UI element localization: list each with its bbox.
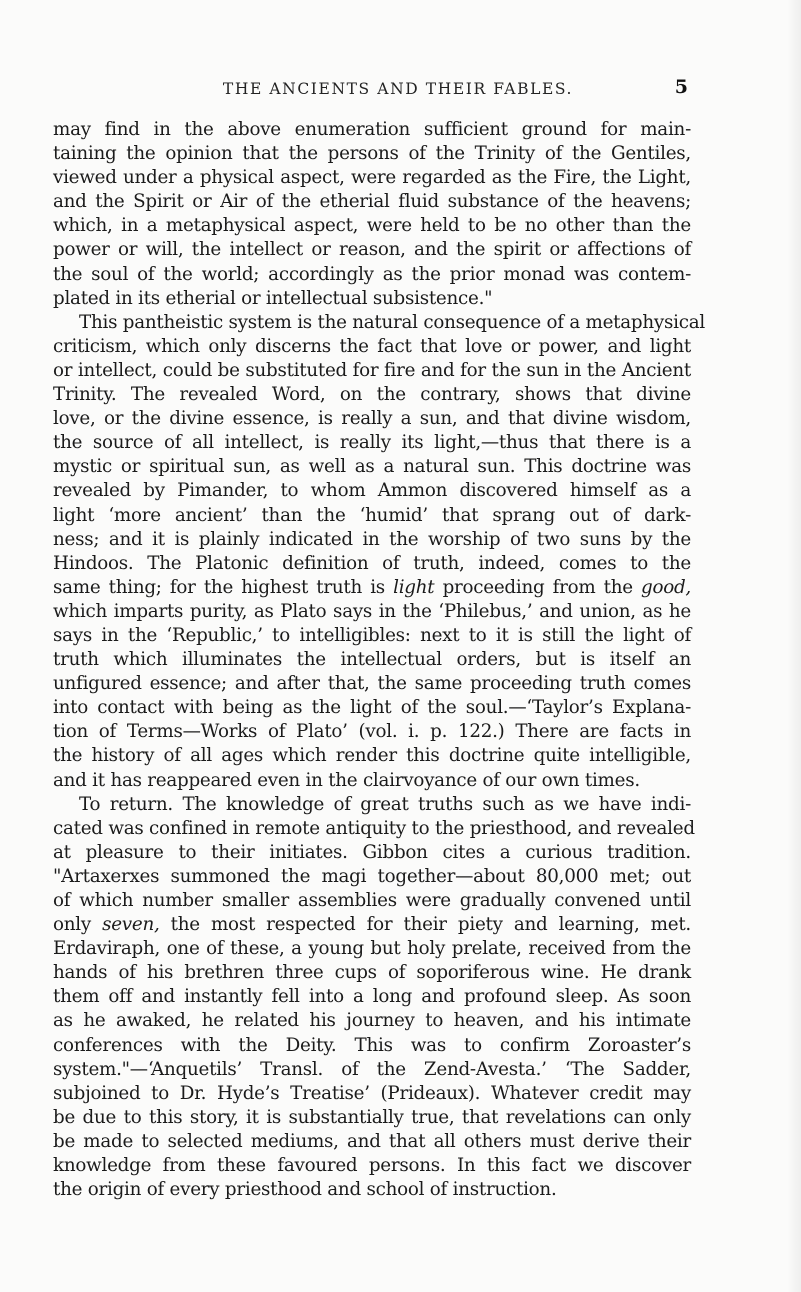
text-line: knowledge from these favoured persons. In this fact we discover (53, 1155, 691, 1177)
text-line: or intellect, could be substituted for fire and for the sun in the Ancient (53, 359, 691, 381)
text-line: same thing; for the highest truth is light proceeding from the good, (53, 576, 691, 598)
text-line: them off and instantly fell into a long and profound sleep. As soon (53, 986, 691, 1008)
text-line: cated was confined in remote antiquity to the priesthood, and revealed (53, 817, 695, 839)
page-edge-shadow (787, 0, 801, 1292)
running-title: THE ANCIENTS AND THEIR FABLES. (222, 80, 574, 98)
text-line: This pantheistic system is the natural consequence of a metaphysical (79, 311, 705, 333)
text-line: and it has reappeared even in the clairvoyance of our own times. (53, 769, 640, 791)
text-line: mystic or spiritual sun, as well as a natural sun. This doctrine was (53, 456, 691, 478)
text-line: Trinity. The revealed Word, on the contrary, shows that divine (53, 384, 691, 406)
text-line: of which number smaller assemblies were gradually convened until (53, 890, 691, 911)
text-line: plated in its etherial or intellectual subsistence." (53, 287, 493, 309)
text-line: and the Spirit or Air of the etherial fluid substance of the heavens; (53, 191, 691, 213)
text-line: the source of all intellect, is really its light,—thus that there is a (53, 432, 691, 454)
text-line: ness; and it is plainly indicated in the worship of two suns by the (53, 528, 691, 550)
text-line: be due to this story, it is substantially true, that revelations can only (53, 1106, 691, 1128)
page-number: 5 (674, 76, 688, 98)
text-line: as he awaked, he related his journey to heaven, and his intimate (53, 1010, 691, 1032)
text-line: the origin of every priesthood and school of instruction. (53, 1179, 557, 1201)
text-line: the soul of the world; accordingly as the prior monad was contem- (53, 263, 691, 285)
text-line: into contact with being as the light of the soul.—‘Taylor’s Explana- (53, 697, 691, 719)
text-line: only seven, the most respected for their piety and learning, met. (53, 914, 691, 936)
text-line: which, in a metaphysical aspect, were held to be no other than the (53, 215, 691, 237)
text-line: taining the opinion that the persons of the Trinity of the Gentiles, (53, 143, 691, 165)
text-line: the history of all ages which render this doctrine quite intelligible, (53, 745, 691, 767)
text-line: power or will, the intellect or reason, and the spirit or affections of (53, 239, 691, 261)
text-line: To return. The knowledge of great truths such as we have indi- (79, 793, 691, 815)
text-line: light ‘more ancient’ than the ‘humid’ that sprang out of dark- (53, 504, 691, 526)
text-line: subjoined to Dr. Hyde’s Treatise’ (Prideaux). Whatever credit may (53, 1082, 691, 1104)
running-head (108, 76, 688, 104)
text-line: revealed by Pimander, to whom Ammon discovered himself as a (53, 480, 691, 502)
text-line: at pleasure to their initiates. Gibbon cites a curious tradition. (53, 841, 691, 863)
text-line: may find in the above enumeration sufficient ground for main- (53, 119, 691, 140)
text-line: Erdaviraph, one of these, a young but holy prelate, received from the (53, 938, 691, 960)
text-line: love, or the divine essence, is really a sun, and that divine wisdom, (53, 408, 691, 430)
text-line: tion of Terms—Works of Plato’ (vol. i. p. 122.) There are facts in (53, 721, 691, 743)
text-line: which imparts purity, as Plato says in the ‘Philebus,’ and union, as he (53, 600, 691, 622)
text-line: conferences with the Deity. This was to confirm Zoroaster’s (53, 1034, 691, 1056)
text-line: viewed under a physical aspect, were regarded as the Fire, the Light, (53, 167, 691, 189)
text-line: "Artaxerxes summoned the magi together—about 80,000 met; out (53, 865, 691, 887)
text-line: criticism, which only discerns the fact that love or power, and light (53, 335, 691, 357)
text-line: be made to selected mediums, and that all others must derive their (53, 1130, 691, 1152)
text-line: hands of his brethren three cups of soporiferous wine. He drank (53, 962, 691, 984)
body-text (53, 118, 705, 1202)
text-line: says in the ‘Republic,’ to intelligibles: next to it is still the light of (53, 624, 691, 646)
text-line: Hindoos. The Platonic definition of truth, indeed, comes to the (53, 552, 691, 574)
text-line: truth which illuminates the intellectual orders, but is itself an (53, 649, 691, 671)
text-line: unfigured essence; and after that, the same proceeding truth comes (53, 673, 691, 695)
text-line: system."—‘Anquetils’ Transl. of the Zend-Avesta.’ ‘The Sadder, (53, 1058, 691, 1080)
